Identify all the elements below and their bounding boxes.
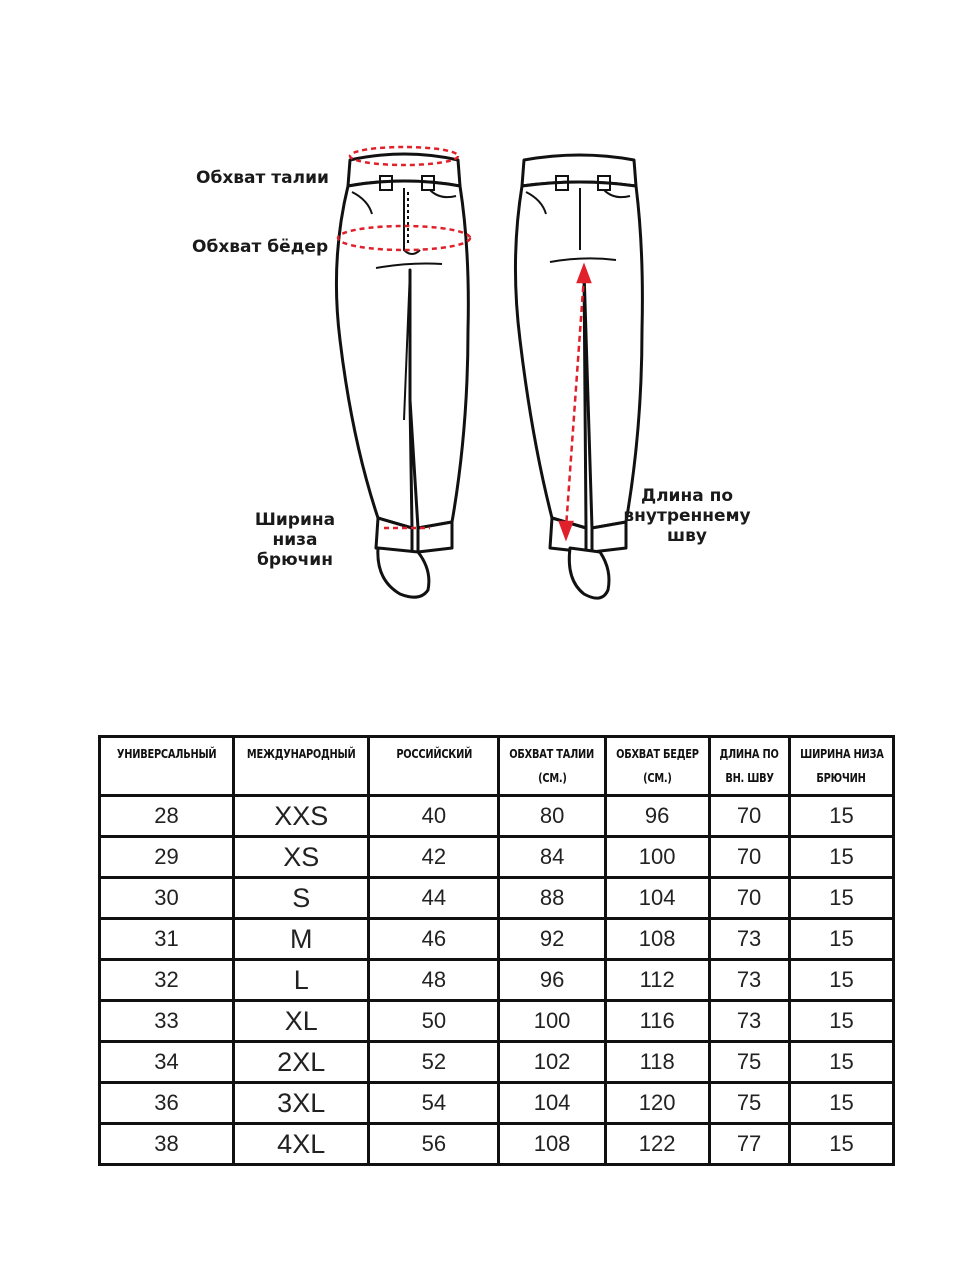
table-row xyxy=(100,1124,894,1165)
cell-waist: 80 xyxy=(499,796,605,837)
hem-width-label-line1: Ширина низа xyxy=(254,510,336,550)
cell-inseam: 73 xyxy=(709,960,789,1001)
cell-waist: 88 xyxy=(499,878,605,919)
waist-label: Обхват талии xyxy=(196,168,329,188)
cell-hem-width: 15 xyxy=(789,1001,894,1042)
cell-international: 4XL xyxy=(234,1124,369,1165)
table-row xyxy=(100,960,894,1001)
hem-width-label-line2: брючин xyxy=(257,550,333,570)
cell-inseam: 77 xyxy=(709,1124,789,1165)
cell-hem-width: 15 xyxy=(789,960,894,1001)
cell-inseam: 70 xyxy=(709,878,789,919)
table-row xyxy=(100,796,894,837)
cell-waist: 100 xyxy=(499,1001,605,1042)
cell-international: XXS xyxy=(234,796,369,837)
cell-waist: 102 xyxy=(499,1042,605,1083)
cell-waist: 96 xyxy=(499,960,605,1001)
cell-international: L xyxy=(234,960,369,1001)
cell-russian: 42 xyxy=(369,837,499,878)
header-hem-width: ШИРИНА НИЗА БРЮЧИН xyxy=(789,737,894,796)
cell-universal: 38 xyxy=(100,1124,234,1165)
table-row xyxy=(100,1083,894,1124)
cell-russian: 46 xyxy=(369,919,499,960)
inseam-label-line3: шву xyxy=(667,526,707,546)
cell-universal: 33 xyxy=(100,1001,234,1042)
cell-hem-width: 15 xyxy=(789,1042,894,1083)
cell-hips: 104 xyxy=(605,878,709,919)
table-row xyxy=(100,919,894,960)
table-row xyxy=(100,837,894,878)
table-row xyxy=(100,878,894,919)
cell-universal: 30 xyxy=(100,878,234,919)
header-waist: ОБХВАТ ТАЛИИ (СМ.) xyxy=(499,737,605,796)
cell-russian: 54 xyxy=(369,1083,499,1124)
table-row xyxy=(100,1042,894,1083)
header-inseam: ДЛИНА ПО ВН. ШВУ xyxy=(709,737,789,796)
cell-hem-width: 15 xyxy=(789,919,894,960)
cell-international: 2XL xyxy=(234,1042,369,1083)
cell-inseam: 70 xyxy=(709,837,789,878)
cell-inseam: 73 xyxy=(709,919,789,960)
cell-hem-width: 15 xyxy=(789,878,894,919)
cell-waist: 104 xyxy=(499,1083,605,1124)
table-header-row xyxy=(100,737,894,796)
header-russian: РОССИЙСКИЙ xyxy=(369,737,499,796)
cell-hips: 108 xyxy=(605,919,709,960)
cell-hips: 100 xyxy=(605,837,709,878)
cell-russian: 44 xyxy=(369,878,499,919)
cell-inseam: 73 xyxy=(709,1001,789,1042)
cell-universal: 29 xyxy=(100,837,234,878)
hips-label: Обхват бёдер xyxy=(192,237,329,257)
cell-inseam: 75 xyxy=(709,1083,789,1124)
cell-hem-width: 15 xyxy=(789,796,894,837)
cell-waist: 108 xyxy=(499,1124,605,1165)
cell-inseam: 70 xyxy=(709,796,789,837)
inseam-label-line2: внутреннему xyxy=(623,506,751,526)
cell-international: XS xyxy=(234,837,369,878)
cell-waist: 92 xyxy=(499,919,605,960)
cell-universal: 31 xyxy=(100,919,234,960)
cell-international: 3XL xyxy=(234,1083,369,1124)
cell-universal: 32 xyxy=(100,960,234,1001)
cell-russian: 40 xyxy=(369,796,499,837)
cell-hips: 112 xyxy=(605,960,709,1001)
cell-hips: 122 xyxy=(605,1124,709,1165)
cell-russian: 50 xyxy=(369,1001,499,1042)
cell-hem-width: 15 xyxy=(789,1083,894,1124)
hem-width-label xyxy=(230,510,360,570)
header-hips: ОБХВАТ БЕДЕР (СМ.) xyxy=(605,737,709,796)
cell-waist: 84 xyxy=(499,837,605,878)
cell-international: M xyxy=(234,919,369,960)
cell-hips: 118 xyxy=(605,1042,709,1083)
size-chart-table xyxy=(98,735,895,1166)
header-universal: УНИВЕРСАЛЬНЫЙ xyxy=(100,737,234,796)
cell-hem-width: 15 xyxy=(789,837,894,878)
cell-hem-width: 15 xyxy=(789,1124,894,1165)
inseam-label-line1: Длина по xyxy=(640,486,734,506)
header-international: МЕЖДУНАРОДНЫЙ xyxy=(234,737,369,796)
cell-international: S xyxy=(234,878,369,919)
cell-hips: 96 xyxy=(605,796,709,837)
cell-hips: 120 xyxy=(605,1083,709,1124)
cell-international: XL xyxy=(234,1001,369,1042)
cell-universal: 28 xyxy=(100,796,234,837)
cell-hips: 116 xyxy=(605,1001,709,1042)
cell-inseam: 75 xyxy=(709,1042,789,1083)
cell-russian: 48 xyxy=(369,960,499,1001)
cell-russian: 52 xyxy=(369,1042,499,1083)
cell-universal: 34 xyxy=(100,1042,234,1083)
cell-russian: 56 xyxy=(369,1124,499,1165)
inseam-label xyxy=(622,486,752,546)
cell-universal: 36 xyxy=(100,1083,234,1124)
table-row xyxy=(100,1001,894,1042)
